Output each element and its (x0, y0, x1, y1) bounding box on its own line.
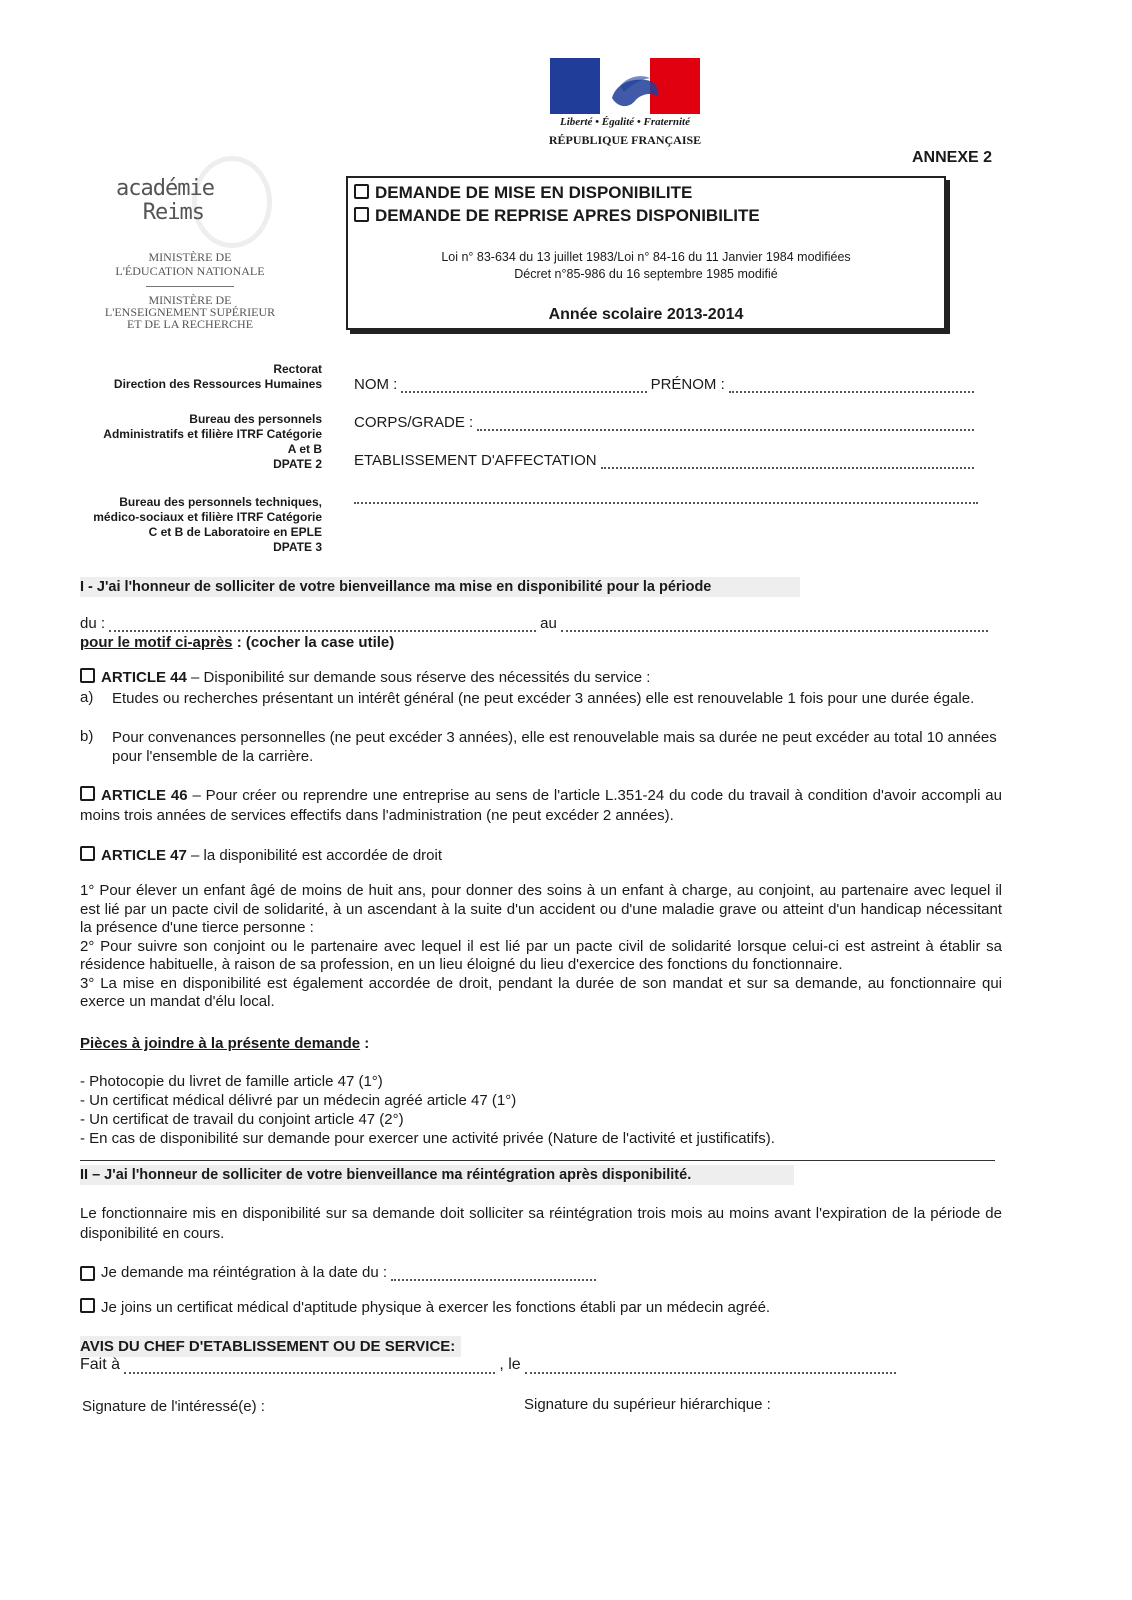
fait-field[interactable] (124, 1360, 495, 1374)
section-divider (80, 1160, 995, 1161)
article44-b-label: b) (80, 728, 94, 745)
certificat-line (80, 1298, 770, 1316)
checkbox-article46[interactable] (80, 786, 95, 801)
corps-label: CORPS/GRADE : (354, 414, 474, 431)
bureau2-l4: DPATE 3 (273, 540, 322, 554)
title-box (346, 176, 946, 330)
article44-line (80, 668, 650, 686)
motif-line (80, 634, 394, 651)
pieces-title-line (80, 1035, 369, 1052)
article46-text: – Pour créer ou reprendre une entreprise au sens de l'article L.351-24 du code du travail à condition d'avoir accompli au moins trois années de services effectifs dans l'administration (ne peut excéder 2 années). (80, 787, 1002, 824)
article44-a-text: Etudes ou recherches présentant un intérêt général (ne peut excéder 3 années) elle est renouvelable 1 fois pour une durée égale. (112, 690, 975, 707)
checkbox-article47[interactable] (80, 846, 95, 861)
checkbox-reintegration[interactable] (80, 1266, 95, 1281)
bureau-dpate3 (70, 495, 322, 555)
pieces-colon: : (360, 1035, 370, 1052)
pieces-title: Pièces à joindre à la présente demande (80, 1035, 361, 1052)
article44-b-text: Pour convenances personnelles (ne peut excéder 3 années), elle est renouvelable mais sa durée ne peut excéder au total 10 années pour l'ensemble de la carrière. (112, 729, 997, 765)
pieces-item: - Photocopie du livret de famille article 47 (1°) (80, 1073, 383, 1090)
ministry-education-l1: MINISTÈRE DE (148, 250, 232, 264)
ministry-higher-ed-l2: L'ENSEIGNEMENT SUPÉRIEUR (104, 305, 276, 319)
section2-intro: Le fonctionnaire mis en disponibilité sur sa demande doit solliciter sa réintégration trois mois au moins avant l'expiration de la période de disponibilité en cours. (80, 1205, 1002, 1242)
section1-heading: I - J'ai l'honneur de solliciter de votre bienveillance ma mise en disponibilité pour la période (80, 577, 800, 597)
reintegration-row (80, 1264, 600, 1281)
le-label: , le (499, 1356, 521, 1373)
signature-interesse: Signature de l'intéressé(e) : (82, 1398, 265, 1415)
ministry-higher-ed-l3: ET DE LA RECHERCHE (126, 317, 254, 331)
checkbox-article44[interactable] (80, 668, 95, 683)
ministry-divider (146, 286, 234, 287)
motto: Liberté • Égalité • Fraternité (560, 116, 690, 128)
motif-rest: : (cocher la case utile) (232, 634, 395, 651)
academy-logo-line2: Reims (142, 200, 204, 225)
bureau2-l3: C et B de Laboratoire en EPLE (148, 525, 322, 539)
nom-label: NOM : (354, 376, 398, 393)
article47-p3: 3° La mise en disponibilité est également accordée de droit, pendant la durée de son mandat et sur sa demande, au fonctionnaire qui exerce un mandat d'élu local. (80, 974, 1002, 1010)
article47-line (80, 846, 442, 864)
avis-heading: AVIS DU CHEF D'ETABLISSEMENT OU DE SERVICE: (80, 1336, 461, 1357)
school-year: Année scolaire 2013-2014 (548, 306, 744, 323)
bureau2-l1: Bureau des personnels techniques, (119, 495, 322, 509)
rectorat-label: Rectorat (273, 362, 322, 376)
bureau1-l1: Bureau des personnels (189, 412, 322, 426)
bureau1-l3: A et B (287, 442, 322, 456)
ministry-higher-ed (70, 294, 310, 330)
reintegration-date-field[interactable] (391, 1267, 596, 1281)
fait-label: Fait à (80, 1356, 121, 1373)
checkbox-mise-dispo[interactable] (354, 184, 369, 199)
le-date-field[interactable] (525, 1360, 896, 1374)
title-line1: DEMANDE DE MISE EN DISPONIBILITE (354, 183, 692, 203)
certificat-label: Je joins un certificat médical d'aptitude physique à exercer les fonctions établi par un médecin agréé. (101, 1299, 771, 1316)
etab-row2 (354, 490, 978, 504)
corps-field[interactable] (477, 417, 974, 431)
academy-watermark-icon (192, 156, 272, 248)
article47-p1: 1° Pour élever un enfant âgé de moins de huit ans, pour donner des soins à un enfant à charge, au conjoint, au partenaire avec lequel il est lié par un pacte civil de solidarité, à un ascendant à la suite d'un accident ou d'une maladie grave ou atteint d'un handicap nécessitant la présence d'une tierce personne : (80, 882, 1002, 936)
article44-text: – Disponibilité sur demande sous réserve des nécessités du service : (186, 669, 651, 686)
rectorat-block (70, 362, 322, 392)
drh-label: Direction des Ressources Humaines (113, 377, 322, 391)
pieces-list (80, 1072, 1002, 1148)
bureau2-l2: médico-sociaux et filière ITRF Catégorie (93, 510, 322, 524)
nom-field[interactable] (401, 379, 646, 393)
corps-row (354, 414, 978, 431)
title-line2: DEMANDE DE REPRISE APRES DISPONIBILITE (354, 206, 760, 226)
ministry-education-l2: L'ÉDUCATION NATIONALE (115, 264, 265, 278)
ministry-education (70, 250, 310, 278)
pieces-item: - Un certificat médical délivré par un médecin agréé article 47 (1°) (80, 1092, 517, 1109)
article47-text: – la disponibilité est accordée de droit (186, 847, 443, 864)
prenom-field[interactable] (729, 379, 974, 393)
etab-field[interactable] (601, 455, 974, 469)
article46-title: ARTICLE 46 (101, 787, 188, 804)
au-label: au (540, 615, 557, 632)
marianne-icon (550, 58, 700, 114)
republic-label: RÉPUBLIQUE FRANÇAISE (548, 133, 702, 147)
signature-superieur: Signature du supérieur hiérarchique : (524, 1396, 771, 1413)
etab-label: ETABLISSEMENT D'AFFECTATION (354, 452, 597, 469)
article44-title: ARTICLE 44 (101, 669, 187, 686)
article47-details (80, 882, 1002, 1012)
law-line1: Loi n° 83-634 du 13 juillet 1983/Loi n° 84-16 du 11 Janvier 1984 modifiées (441, 250, 851, 264)
period-row (80, 615, 992, 632)
etab-row (354, 452, 978, 469)
bureau1-l4: DPATE 2 (273, 457, 322, 471)
bureau-dpate2 (70, 412, 322, 472)
au-field[interactable] (561, 618, 988, 632)
section2-heading: II – J'ai l'honneur de solliciter de votre bienveillance ma réintégration après disponibilité. (80, 1165, 794, 1185)
article47-p2: 2° Pour suivre son conjoint ou le partenaire avec lequel il est lié par un pacte civil de solidarité lorsque celui-ci est astreint à établir sa résidence habituelle, à raison de sa profession, en un lieu éloigné du lieu d'exercice des fonctions du fonctionnaire. (80, 937, 1002, 973)
annexe-label: ANNEXE 2 (912, 149, 993, 166)
academy-logo-line1: académie (116, 176, 214, 201)
reintegration-label: Je demande ma réintégration à la date du : (101, 1264, 388, 1281)
law-line2: Décret n°85-986 du 16 septembre 1985 modifié (514, 267, 778, 281)
nom-prenom-row (354, 376, 978, 393)
prenom-label: PRÉNOM : (650, 376, 725, 393)
fait-row (80, 1356, 900, 1374)
checkbox-certificat[interactable] (80, 1298, 95, 1313)
marianne-logo (550, 58, 700, 114)
article46-block (80, 786, 1002, 826)
du-label: du : (80, 615, 106, 632)
motif-label: pour le motif ci-après (80, 634, 233, 651)
article44-a-label: a) (80, 689, 94, 706)
checkbox-reprise[interactable] (354, 207, 369, 222)
ministry-higher-ed-l1: MINISTÈRE DE (148, 293, 232, 307)
article47-title: ARTICLE 47 (101, 847, 187, 864)
bureau1-l2: Administratifs et filière ITRF Catégorie (103, 427, 322, 441)
du-field[interactable] (109, 618, 536, 632)
pieces-item: - Un certificat de travail du conjoint article 47 (2°) (80, 1111, 404, 1128)
pieces-item: - En cas de disponibilité sur demande pour exercer une activité privée (Nature de l'activité et justificatifs). (80, 1130, 775, 1147)
etab-field-2[interactable] (354, 490, 978, 504)
